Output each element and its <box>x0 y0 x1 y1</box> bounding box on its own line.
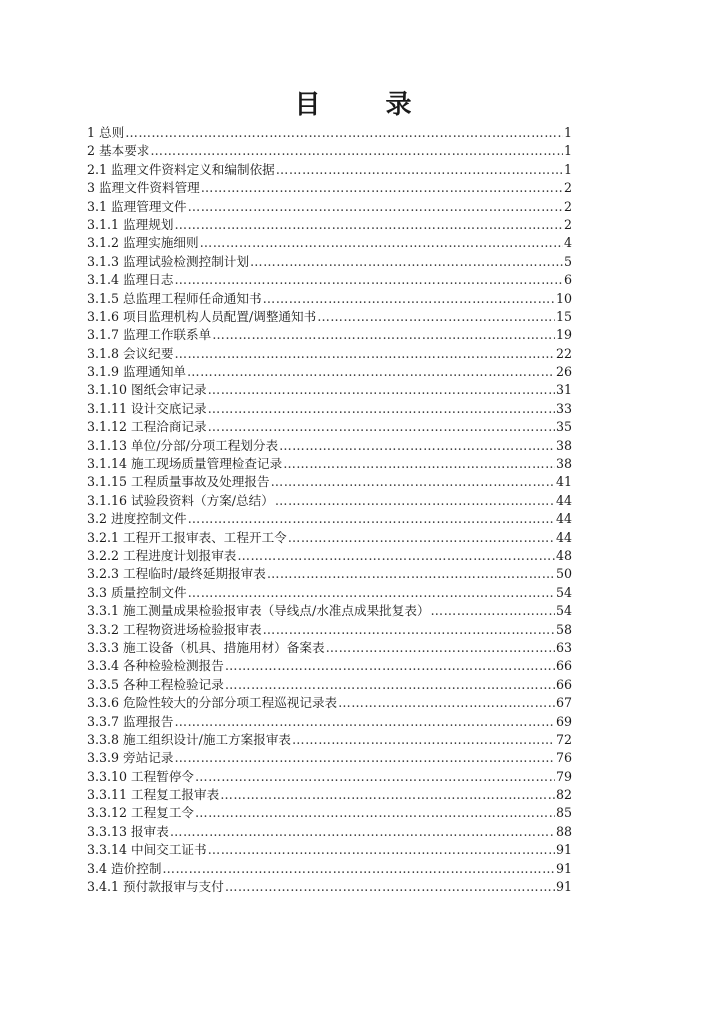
toc-entry-label: 3.3.5 各种工程检验记录 <box>87 676 224 692</box>
toc-entry-label: 3.1.15 工程质量事故及处理报告 <box>87 474 270 490</box>
toc-entry <box>87 455 572 473</box>
toc-entry-label: 3.1.11 设计交底记录 <box>87 400 207 416</box>
toc-entry-page-number: 19 <box>555 327 572 343</box>
toc-entry-label: 3.2.3 工程临时/最终延期报审表 <box>87 566 266 582</box>
toc-entry-page-number: 2 <box>563 198 572 214</box>
toc-entry <box>87 510 572 528</box>
toc-dot-leader <box>317 308 555 326</box>
toc-entry-label: 3.1.2 监理实施细则 <box>87 235 199 251</box>
toc-dot-leader <box>150 142 563 160</box>
toc-title: 目 录 <box>294 90 440 120</box>
toc-entry-page-number: 1 <box>563 125 572 140</box>
toc-entry-label: 3.3.14 中间交工证书 <box>87 842 207 858</box>
toc-entry-label: 3.3.8 施工组织设计/施工方案报审表 <box>87 731 292 747</box>
toc-entry-label: 3.1 监理管理文件 <box>87 198 187 214</box>
toc-entry <box>87 602 572 620</box>
toc-entry-label: 3.3.2 工程物资进场检验报审表 <box>87 621 262 637</box>
toc-entry <box>87 768 572 786</box>
toc-entry-page-number: 2 <box>563 180 572 196</box>
toc-dot-leader <box>208 418 555 436</box>
toc-entry-page-number: 82 <box>555 787 572 803</box>
toc-entry <box>87 529 572 547</box>
toc-dot-leader <box>195 804 555 822</box>
toc-entry <box>87 584 572 602</box>
toc-entry <box>87 271 572 289</box>
toc-dot-leader <box>338 694 555 712</box>
toc-dot-leader <box>212 326 555 344</box>
toc-entry-page-number: 76 <box>555 750 572 766</box>
toc-list <box>87 124 572 896</box>
toc-entry-page-number: 63 <box>555 639 572 655</box>
toc-entry-label: 3.3.9 旁站记录 <box>87 750 174 766</box>
toc-dot-leader <box>125 124 563 142</box>
toc-entry-label: 3.1.7 监理工作联系单 <box>87 327 212 343</box>
toc-entry-label: 3.1.14 施工现场质量管理检查记录 <box>87 456 283 472</box>
toc-entry-page-number: 91 <box>555 879 572 895</box>
toc-entry <box>87 841 572 859</box>
toc-entry-label: 3.1.5 总监理工程师任命通知书 <box>87 290 262 306</box>
toc-entry-page-number: 44 <box>555 529 572 545</box>
toc-dot-leader <box>220 786 555 804</box>
toc-entry-page-number: 5 <box>563 253 572 269</box>
toc-dot-leader <box>263 621 555 639</box>
toc-entry <box>87 234 572 252</box>
toc-entry-label: 3.4 造价控制 <box>87 860 162 876</box>
toc-dot-leader <box>225 657 555 675</box>
toc-entry-label: 3.3.10 工程暂停令 <box>87 768 195 784</box>
toc-entry-page-number: 10 <box>555 290 572 306</box>
toc-entry <box>87 749 572 767</box>
toc-entry <box>87 639 572 657</box>
toc-entry-label: 2 基本要求 <box>87 143 150 159</box>
toc-dot-leader <box>292 731 555 749</box>
toc-dot-leader <box>283 455 555 473</box>
toc-entry-page-number: 88 <box>555 823 572 839</box>
toc-dot-leader <box>162 860 555 878</box>
toc-entry-page-number: 67 <box>555 695 572 711</box>
toc-entry-label: 3.3.13 报审表 <box>87 823 169 839</box>
toc-entry-page-number: 33 <box>555 400 572 416</box>
toc-entry <box>87 547 572 565</box>
toc-entry-page-number: 66 <box>555 676 572 692</box>
toc-entry-page-number: 4 <box>563 235 572 251</box>
toc-entry-page-number: 26 <box>555 364 572 380</box>
toc-entry-page-number: 38 <box>555 456 572 472</box>
toc-entry-label: 3.2.2 工程进度计划报审表 <box>87 547 237 563</box>
toc-dot-leader <box>208 381 555 399</box>
toc-dot-leader <box>174 713 555 731</box>
toc-dot-leader <box>279 437 555 455</box>
toc-entry <box>87 804 572 822</box>
toc-entry-page-number: 54 <box>555 603 572 619</box>
toc-entry-label: 3.1.9 监理通知单 <box>87 364 187 380</box>
toc-entry-page-number: 91 <box>555 842 572 858</box>
toc-dot-leader <box>188 198 563 216</box>
toc-entry <box>87 621 572 639</box>
toc-entry <box>87 381 572 399</box>
toc-entry <box>87 198 572 216</box>
toc-entry <box>87 657 572 675</box>
toc-entry <box>87 860 572 878</box>
toc-dot-leader <box>208 841 555 859</box>
toc-entry-label: 3.3.1 施工测量成果检验报审表（导线点/水准点成果批复表） <box>87 603 430 619</box>
toc-entry <box>87 786 572 804</box>
toc-entry-label: 3.3.7 监理报告 <box>87 713 174 729</box>
toc-dot-leader <box>174 271 563 289</box>
toc-entry-label: 3.3.11 工程复工报审表 <box>87 787 220 803</box>
toc-entry-page-number: 1 <box>563 161 572 177</box>
toc-entry-page-number: 15 <box>555 308 572 324</box>
toc-entry-label: 3.1.6 项目监理机构人员配置/调整通知书 <box>87 308 317 324</box>
toc-entry-page-number: 35 <box>555 419 572 435</box>
toc-dot-leader <box>276 161 563 179</box>
toc-entry-label: 3.1.10 图纸会审记录 <box>87 382 207 398</box>
toc-entry-page-number: 54 <box>555 584 572 600</box>
toc-entry-page-number: 50 <box>555 566 572 582</box>
toc-entry <box>87 216 572 234</box>
toc-dot-leader <box>275 492 555 510</box>
toc-dot-leader <box>170 823 555 841</box>
toc-entry-page-number: 22 <box>555 345 572 361</box>
toc-entry <box>87 161 572 179</box>
toc-entry <box>87 308 572 326</box>
toc-entry <box>87 418 572 436</box>
toc-entry-page-number: 85 <box>555 805 572 821</box>
toc-entry-label: 3.3 质量控制文件 <box>87 584 187 600</box>
toc-entry <box>87 179 572 197</box>
toc-entry-label: 3.1.3 监理试验检测控制计划 <box>87 253 249 269</box>
toc-entry-page-number: 6 <box>563 272 572 288</box>
toc-entry-label: 3.4.1 预付款报审与支付 <box>87 879 224 895</box>
toc-dot-leader <box>225 676 555 694</box>
toc-entry-page-number: 2 <box>563 216 572 232</box>
toc-entry-page-number: 38 <box>555 437 572 453</box>
toc-entry-label: 3.1.13 单位/分部/分项工程划分表 <box>87 437 279 453</box>
toc-entry-page-number: 72 <box>555 731 572 747</box>
toc-entry-page-number: 44 <box>555 492 572 508</box>
toc-entry-label: 3.1.1 监理规划 <box>87 216 174 232</box>
toc-entry <box>87 326 572 344</box>
toc-entry-label: 3.1.16 试验段资料（方案/总结） <box>87 492 274 508</box>
toc-entry-page-number: 44 <box>555 511 572 527</box>
toc-entry <box>87 492 572 510</box>
toc-entry-page-number: 69 <box>555 713 572 729</box>
toc-entry <box>87 253 572 271</box>
toc-entry <box>87 713 572 731</box>
toc-entry-page-number: 79 <box>555 768 572 784</box>
toc-entry-label: 3.3.4 各种检验检测报告 <box>87 658 224 674</box>
toc-entry-label: 3.2.1 工程开工报审表、工程开工令 <box>87 529 287 545</box>
toc-entry-page-number: 31 <box>555 382 572 398</box>
toc-entry-label: 3.1.8 会议纪要 <box>87 345 174 361</box>
toc-entry <box>87 823 572 841</box>
toc-entry-page-number: 41 <box>555 474 572 490</box>
toc-entry-label: 3 监理文件资料管理 <box>87 180 200 196</box>
toc-dot-leader <box>188 510 555 528</box>
toc-dot-leader <box>174 345 555 363</box>
toc-dot-leader <box>263 290 555 308</box>
toc-dot-leader <box>271 473 555 491</box>
toc-dot-leader <box>288 529 555 547</box>
toc-entry <box>87 676 572 694</box>
toc-entry <box>87 731 572 749</box>
toc-dot-leader <box>267 565 555 583</box>
toc-dot-leader <box>326 639 555 657</box>
toc-entry-label: 3.1.4 监理日志 <box>87 272 174 288</box>
toc-entry <box>87 878 572 896</box>
toc-entry-page-number: 48 <box>555 547 572 563</box>
toc-dot-leader <box>201 179 563 197</box>
toc-entry-page-number: 58 <box>555 621 572 637</box>
toc-dot-leader <box>187 363 555 381</box>
toc-entry-label: 3.2 进度控制文件 <box>87 511 187 527</box>
toc-dot-leader <box>174 749 555 767</box>
toc-dot-leader <box>208 400 555 418</box>
toc-entry <box>87 473 572 491</box>
toc-entry-label: 3.3.3 施工设备（机具、措施用材）备案表 <box>87 639 325 655</box>
toc-entry-label: 1 总则 <box>87 125 125 140</box>
toc-entry <box>87 142 572 160</box>
toc-dot-leader <box>237 547 555 565</box>
toc-entry <box>87 345 572 363</box>
toc-entry <box>87 290 572 308</box>
toc-entry <box>87 437 572 455</box>
toc-dot-leader <box>174 216 563 234</box>
toc-dot-leader <box>195 768 555 786</box>
toc-dot-leader <box>188 584 555 602</box>
toc-entry <box>87 124 572 142</box>
toc-entry <box>87 400 572 418</box>
toc-entry-label: 2.1 监理文件资料定义和编制依据 <box>87 161 275 177</box>
toc-entry <box>87 694 572 712</box>
toc-dot-leader <box>225 878 555 896</box>
toc-dot-leader <box>250 253 563 271</box>
toc-entry-label: 3.3.6 危险性较大的分部分项工程巡视记录表 <box>87 695 338 711</box>
toc-dot-leader <box>200 234 563 252</box>
toc-entry-page-number: 1 <box>563 143 572 159</box>
toc-entry <box>87 565 572 583</box>
toc-entry-page-number: 66 <box>555 658 572 674</box>
toc-entry <box>87 363 572 381</box>
toc-entry-page-number: 91 <box>555 860 572 876</box>
toc-entry-label: 3.3.12 工程复工令 <box>87 805 195 821</box>
toc-entry-label: 3.1.12 工程洽商记录 <box>87 419 207 435</box>
toc-dot-leader <box>431 602 555 620</box>
